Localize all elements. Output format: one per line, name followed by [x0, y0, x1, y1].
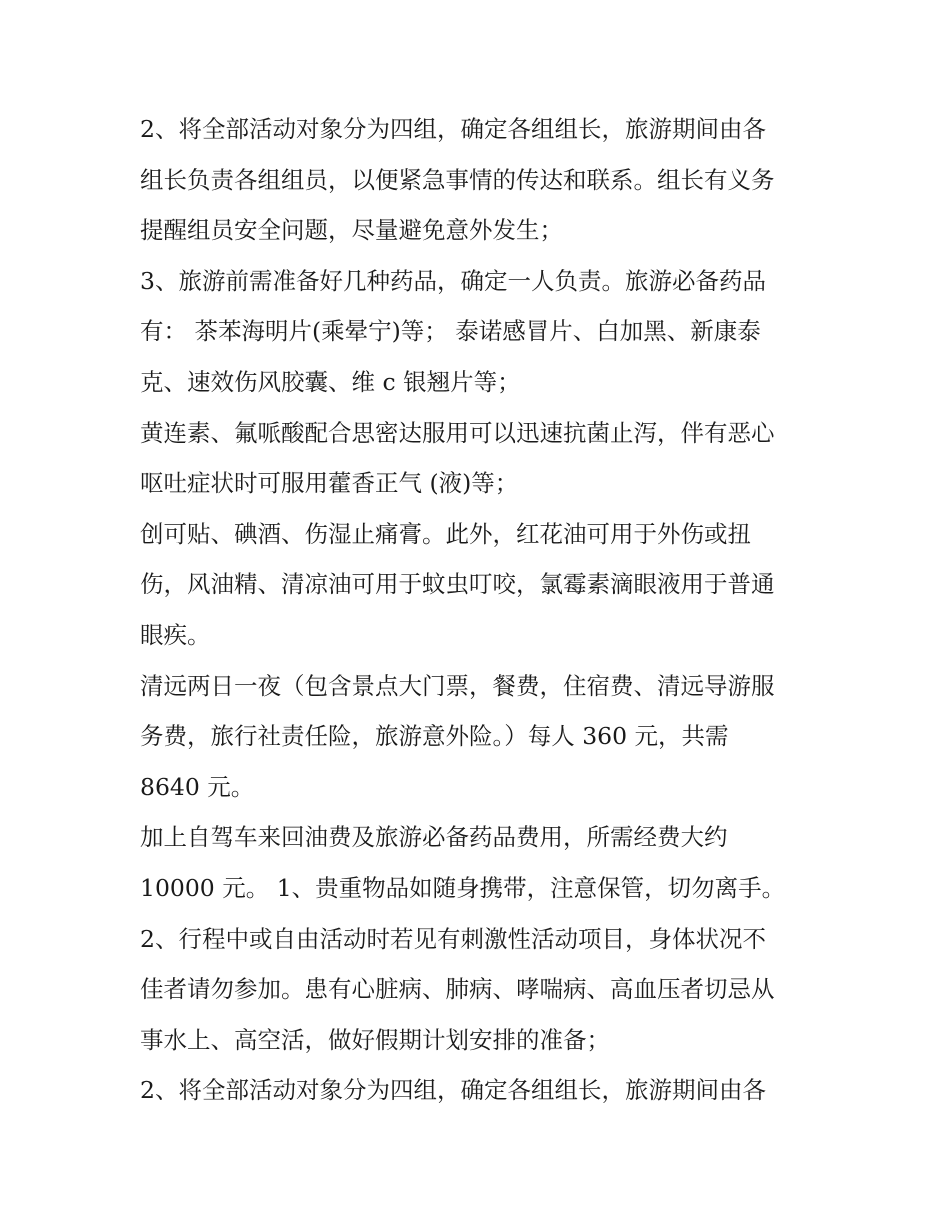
text-line: 务费，旅行社责任险，旅游意外险。）每人 360 元，共需 [140, 722, 729, 751]
text-line: 2、将全部活动对象分为四组，确定各组组长，旅游期间由各 [140, 1076, 766, 1105]
document-body [140, 104, 820, 1116]
text-line: 提醒组员安全问题，尽量避免意外发生； [140, 216, 563, 245]
text-line: 眼疾。 [140, 620, 211, 649]
text-line: 克、速效伤风胶囊、维 c 银翘片等； [140, 367, 521, 396]
text-line: 佳者请勿参加。患有心脏病、肺病、哮喘病、高血压者切忌从 [140, 975, 775, 1004]
text-line: 创可贴、碘酒、伤湿止痛膏。此外，红花油可用于外伤或扭 [140, 519, 751, 548]
text-line: 2、行程中或自由活动时若见有刺激性活动项目，身体状况不 [140, 924, 766, 953]
text-line: 黄连素、氟哌酸配合思密达服用可以迅速抗菌止泻，伴有恶心 [140, 418, 775, 447]
text-line: 呕吐症状时可服用藿香正气 (液)等； [140, 469, 519, 498]
text-line: 事水上、高空活，做好假期计划安排的准备； [140, 1025, 610, 1054]
text-line: 加上自驾车来回油费及旅游必备药品费用，所需经费大约 [140, 823, 728, 852]
text-line: 8640 元。 [140, 772, 255, 801]
text-line: 伤，风油精、清凉油可用于蚊虫叮咬，氯霉素滴眼液用于普通 [140, 570, 775, 599]
text-line: 10000 元。 1、贵重物品如随身携带，注意保管，切勿离手。 [140, 873, 786, 902]
text-line: 3、旅游前需准备好几种药品，确定一人负责。旅游必备药品 [140, 266, 766, 295]
text-line: 清远两日一夜（包含景点大门票，餐费，住宿费、清远导游服 [140, 671, 775, 700]
text-line: 有： 茶苯海明片(乘晕宁)等； 泰诺感冒片、白加黑、新康泰 [140, 317, 761, 346]
text-line: 组长负责各组组员，以便紧急事情的传达和联系。组长有义务 [140, 165, 775, 194]
text-line: 2、将全部活动对象分为四组，确定各组组长，旅游期间由各 [140, 115, 766, 143]
